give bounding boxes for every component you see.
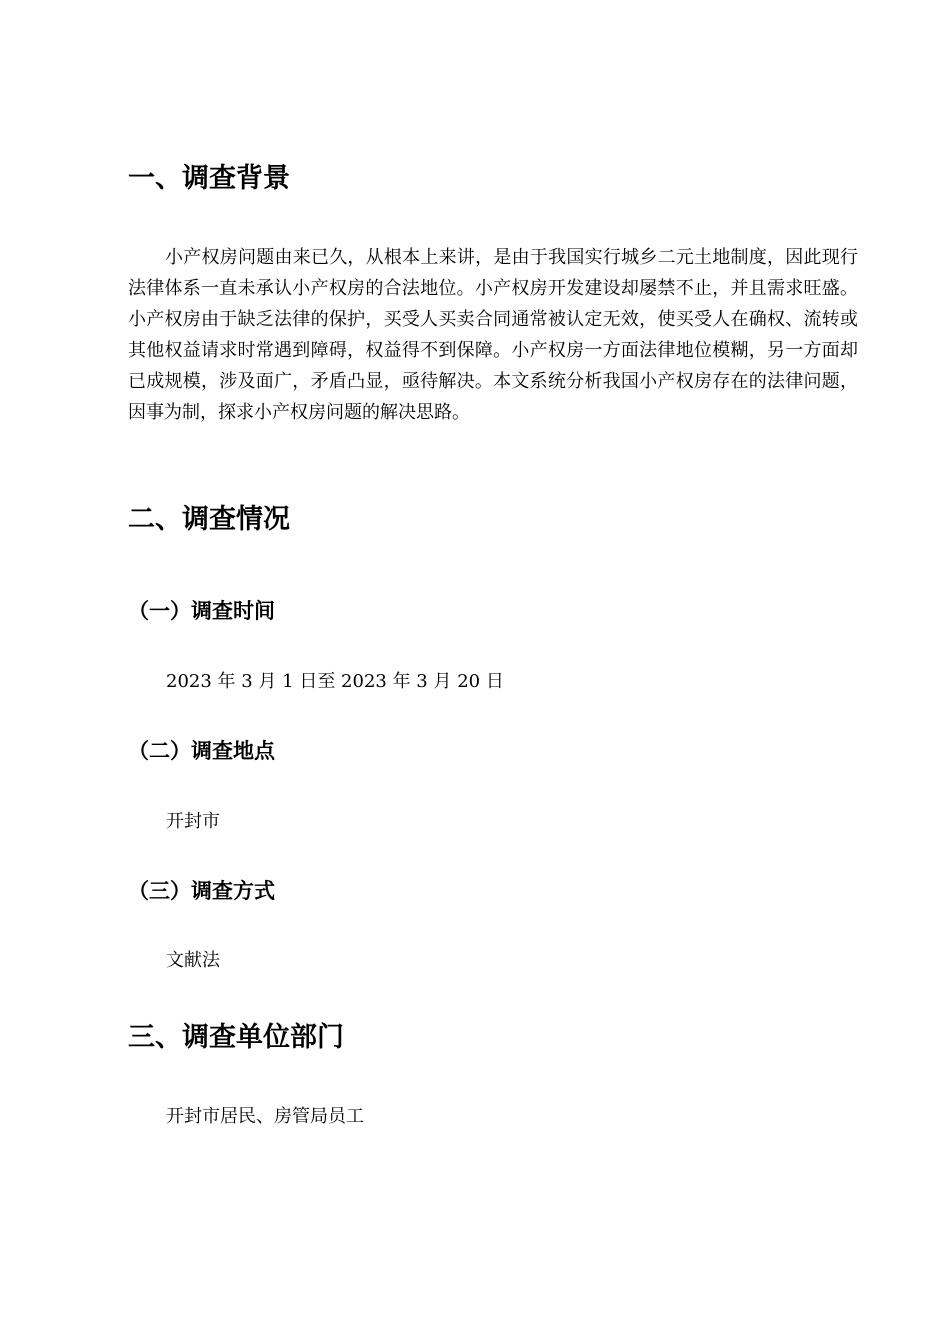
subsection-heading-place: （二）调查地点 (128, 739, 275, 763)
survey-place-value: 开封市 (166, 811, 220, 832)
survey-time-value: 2023 年 3 月 1 日至 2023 年 3 月 20 日 (166, 671, 504, 692)
section-heading-background: 一、调查背景 (128, 163, 290, 194)
section-heading-units: 三、调查单位部门 (128, 1022, 344, 1053)
survey-units-value: 开封市居民、房管局员工 (166, 1106, 364, 1127)
background-paragraph: 小产权房问题由来已久，从根本上来讲，是由于我国实行城乡二元土地制度，因此现行法律体系一直未承认小产权房的合法地位。小产权房开发建设却屡禁不止，并且需求旺盛。小产权房由于缺乏法律的保护，买受人买卖合同通常被认定无效，使买受人在确权、流转或其他权益请求时常遇到障碍，权益得不到保障。小产权房一方面法律地位模糊，另一方面却已成规模，涉及面广，矛盾凸显，亟待解决。本文系统分析我国小产权房存在的法律问题，因事为制，探求小产权房问题的解决思路。 (128, 247, 858, 423)
subsection-heading-method: （三）调查方式 (128, 879, 275, 903)
section-heading-situation: 二、调查情况 (128, 504, 290, 535)
survey-method-value: 文献法 (166, 950, 220, 971)
subsection-heading-time: （一）调查时间 (128, 599, 275, 623)
